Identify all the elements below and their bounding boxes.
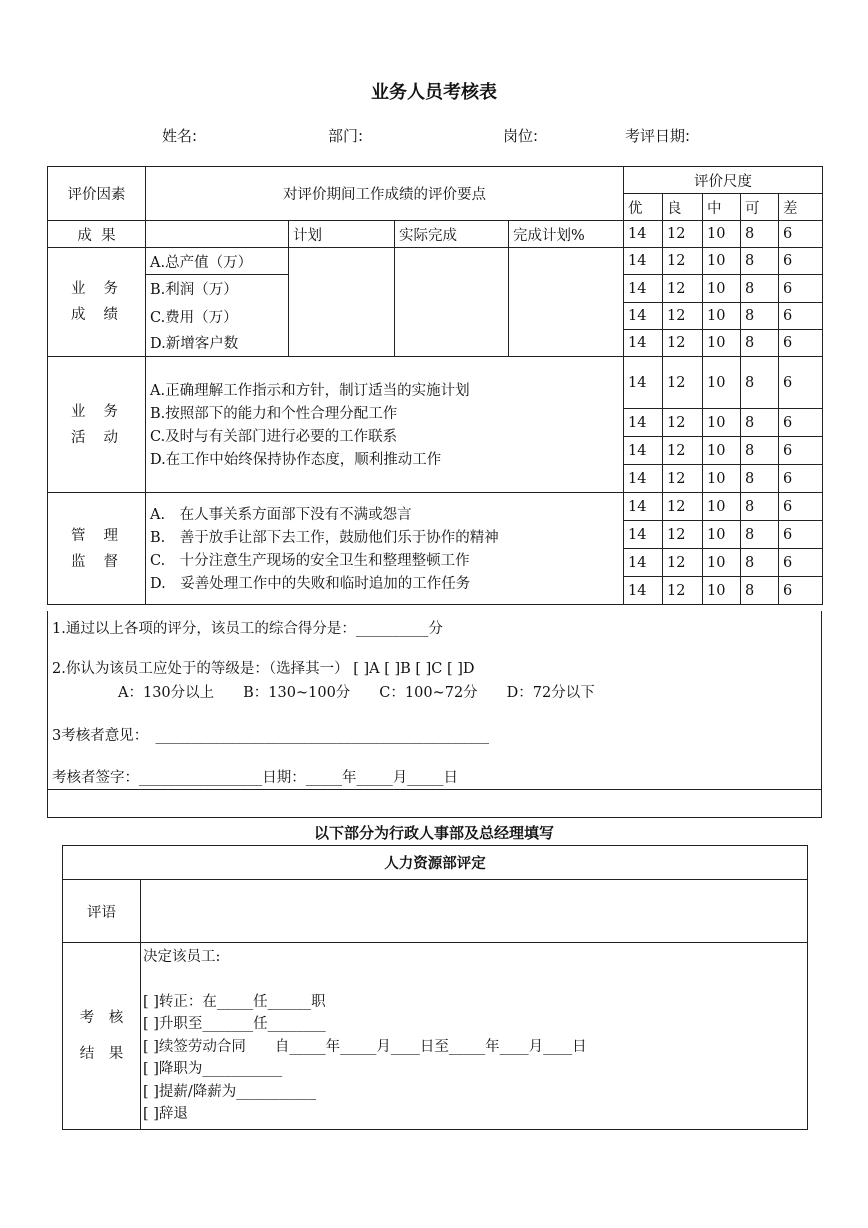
criterion: B.按照部下的能力和个性合理分配工作 xyxy=(150,405,398,422)
section-label-activity: 业务 活动 xyxy=(48,357,146,493)
score-cell: 12 xyxy=(663,577,703,605)
score-cell: 6 xyxy=(779,437,823,465)
grade-choice-line: 2.你认为该员工应处于的等级是：（选择其一） [ ]A [ ]B [ ]C [ ]D xyxy=(52,661,475,677)
summary-section xyxy=(47,611,822,818)
score-cell: 6 xyxy=(779,248,823,275)
score-cell: 6 xyxy=(779,409,823,437)
post-label: 岗位: xyxy=(503,127,539,145)
score-cell: 14 xyxy=(624,549,663,577)
col-scale-header: 评价尺度 xyxy=(624,167,823,194)
score-cell: 12 xyxy=(663,303,703,330)
page-title: 业务人员考核表 xyxy=(371,82,497,103)
score-cell: 10 xyxy=(703,330,741,357)
grade-good: 良 xyxy=(663,194,703,221)
option-promote[interactable]: [ ]升职至_______任________ xyxy=(143,1016,326,1032)
option-salary-change[interactable]: [ ]提薪/降薪为___________ xyxy=(143,1083,317,1100)
score-cell: 8 xyxy=(741,437,779,465)
grade-excellent: 优 xyxy=(624,194,663,221)
score-cell: 14 xyxy=(624,437,663,465)
grade-poor: 差 xyxy=(779,194,823,221)
score-cell: 10 xyxy=(703,248,741,275)
criterion: B.利润（万） xyxy=(146,275,289,303)
grade-average: 中 xyxy=(703,194,741,221)
score-cell: 10 xyxy=(703,437,741,465)
score-cell: 14 xyxy=(624,303,663,330)
criterion: D.在工作中始终保持协作态度，顺利推动工作 xyxy=(150,451,442,468)
hr-evaluation-table xyxy=(62,845,808,1130)
criterion: D.新增客户数 xyxy=(146,330,289,357)
divider xyxy=(47,789,822,790)
score-cell: 8 xyxy=(741,248,779,275)
option-dismiss[interactable]: [ ]辞退 xyxy=(143,1106,188,1122)
score-cell: 6 xyxy=(779,357,823,409)
score-cell: 8 xyxy=(741,493,779,521)
name-label: 姓名: xyxy=(162,127,198,145)
grade-fair: 可 xyxy=(741,194,779,221)
score-cell: 14 xyxy=(624,577,663,605)
score-cell: 12 xyxy=(663,549,703,577)
score-cell: 10 xyxy=(703,303,741,330)
section-label-performance: 业务 成绩 xyxy=(48,248,146,357)
score-cell: 8 xyxy=(741,303,779,330)
score-cell: 12 xyxy=(663,465,703,493)
comment-label: 评语 xyxy=(63,880,141,943)
criterion: C. 十分注意生产现场的安全卫生和整理整顿工作 xyxy=(150,552,470,569)
criterion: B. 善于放手让部下去工作，鼓励他们乐于协作的精神 xyxy=(150,529,499,546)
score-cell: 12 xyxy=(663,409,703,437)
score-cell: 14 xyxy=(624,465,663,493)
result-label: 成 果 xyxy=(48,221,146,248)
score-cell: 10 xyxy=(703,549,741,577)
score-cell: 6 xyxy=(779,549,823,577)
score-cell: 14 xyxy=(624,275,663,303)
score-cell: 6 xyxy=(779,330,823,357)
score-cell: 8 xyxy=(741,465,779,493)
criterion: C.及时与有关部门进行必要的工作联系 xyxy=(150,428,398,445)
score-cell: 12 xyxy=(663,357,703,409)
score-cell: 14 xyxy=(624,357,663,409)
score-cell: 14 xyxy=(624,221,663,248)
reviewer-signature-line: 考核者签字：_________________日期：_____年_____月_____日 xyxy=(52,770,458,786)
score-cell: 12 xyxy=(663,275,703,303)
score-cell: 8 xyxy=(741,221,779,248)
score-cell: 12 xyxy=(663,493,703,521)
score-cell: 8 xyxy=(741,521,779,549)
result-label: 考 核 结 果 xyxy=(63,943,141,1130)
criterion: A.总产值（万） xyxy=(146,248,289,275)
grade-levels-line: A：130分以上 B：130~100分 C：100~72分 D：72分以下 xyxy=(118,685,595,701)
actual-header: 实际完成 xyxy=(395,221,509,248)
reviewer-opinion-line: 3考核者意见： ______________________________________________ xyxy=(52,728,489,744)
criterion: A.正确理解工作指示和方针，制订适当的实施计划 xyxy=(150,382,470,399)
date-label: 考评日期: xyxy=(625,127,691,145)
col-factor-header: 评价因素 xyxy=(48,167,146,221)
option-confirm[interactable]: [ ]转正：在_____任______职 xyxy=(143,993,326,1010)
section-subtitle: 以下部分为行政人事部及总经理填写 xyxy=(313,824,554,842)
hr-heading: 人力资源部评定 xyxy=(63,846,808,880)
criterion: A. 在人事关系方面部下没有不满或怨言 xyxy=(150,506,412,523)
score-cell: 10 xyxy=(703,577,741,605)
score-cell: 6 xyxy=(779,493,823,521)
score-cell: 14 xyxy=(624,330,663,357)
score-cell: 8 xyxy=(741,357,779,409)
plan-header: 计划 xyxy=(289,221,395,248)
evaluation-table xyxy=(47,166,823,605)
score-cell: 8 xyxy=(741,409,779,437)
score-cell: 6 xyxy=(779,221,823,248)
score-cell: 6 xyxy=(779,465,823,493)
section-label-supervision: 管理 监督 xyxy=(48,493,146,605)
score-cell: 10 xyxy=(703,221,741,248)
score-cell: 8 xyxy=(741,549,779,577)
dept-label: 部门: xyxy=(328,127,364,145)
score-cell: 10 xyxy=(703,465,741,493)
score-cell: 14 xyxy=(624,493,663,521)
col-points-header: 对评价期间工作成绩的评价要点 xyxy=(146,167,624,221)
score-cell: 6 xyxy=(779,577,823,605)
comment-area[interactable] xyxy=(141,880,808,943)
criterion: D. 妥善处理工作中的失败和临时追加的工作任务 xyxy=(150,575,471,592)
score-cell: 12 xyxy=(663,330,703,357)
score-cell: 6 xyxy=(779,303,823,330)
score-cell: 12 xyxy=(663,248,703,275)
criterion: C.费用（万） xyxy=(146,303,289,330)
score-cell: 10 xyxy=(703,357,741,409)
score-cell: 10 xyxy=(703,521,741,549)
score-cell: 8 xyxy=(741,275,779,303)
decide-label: 决定该员工: xyxy=(143,949,221,965)
score-cell: 12 xyxy=(663,221,703,248)
option-renew-contract[interactable]: [ ]续签劳动合同 自_____年_____月____日至_____年____月____日 xyxy=(143,1038,587,1055)
ratio-header: 完成计划% xyxy=(509,221,624,248)
result-options xyxy=(141,943,808,1130)
activity-criteria xyxy=(146,357,624,493)
score-cell: 12 xyxy=(663,521,703,549)
score-cell: 8 xyxy=(741,577,779,605)
option-demote[interactable]: [ ]降职为___________ xyxy=(143,1061,283,1077)
supervision-criteria xyxy=(146,493,624,605)
score-cell: 10 xyxy=(703,275,741,303)
score-cell: 14 xyxy=(624,409,663,437)
score-cell: 6 xyxy=(779,275,823,303)
score-cell: 10 xyxy=(703,409,741,437)
score-cell: 8 xyxy=(741,330,779,357)
score-cell: 14 xyxy=(624,248,663,275)
score-cell: 14 xyxy=(624,521,663,549)
score-cell: 10 xyxy=(703,493,741,521)
score-cell: 6 xyxy=(779,521,823,549)
score-cell: 12 xyxy=(663,437,703,465)
total-score-line: 1.通过以上各项的评分，该员工的综合得分是：__________分 xyxy=(52,621,443,637)
